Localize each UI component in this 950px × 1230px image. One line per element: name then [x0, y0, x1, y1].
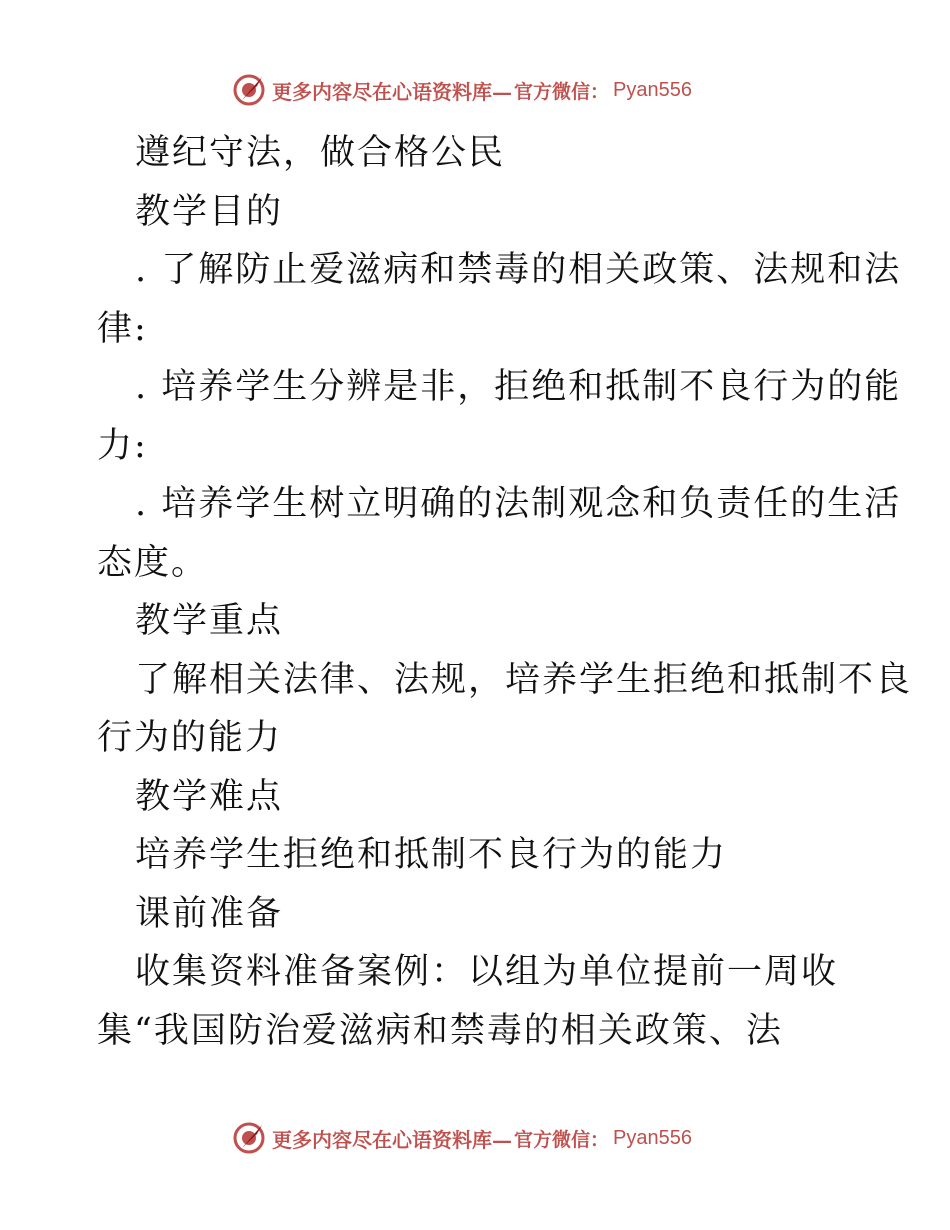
header-banner — [232, 70, 692, 110]
objective-item-1: . 了解防止爱滋病和禁毒的相关政策、法规和法 — [135, 250, 902, 290]
objective-item-2: . 培养学生分辨是非，拒绝和抵制不良行为的能 — [135, 367, 902, 407]
section-heading-preparation: 课前准备 — [135, 893, 284, 934]
objective-item-1-continued: 律: — [97, 308, 148, 349]
objective-item-3: . 培养学生树立明确的法制观念和负责任的生活 — [135, 484, 902, 524]
key-points-text: 了解相关法律、法规，培养学生拒绝和抵制不良 — [135, 659, 913, 700]
header-wechat-label: 官方微信： — [514, 80, 610, 103]
preparation-text: 收集资料准备案例：以组为单位提前一周收 — [135, 952, 839, 992]
objective-item-3-continued: 态度。 — [97, 542, 209, 583]
quill-logo-icon — [232, 1121, 266, 1155]
footer-banner — [232, 1118, 692, 1158]
preparation-text-continued: 集“我国防治爱滋病和禁毒的相关政策、法 — [97, 1010, 783, 1051]
difficulties-text: 培养学生拒绝和抵制不良行为的能力 — [135, 835, 728, 875]
document-body — [97, 124, 913, 1060]
objective-item-2-continued: 力: — [97, 425, 148, 466]
footer-promo-text: 更多内容尽在心语资料库— — [272, 1127, 512, 1152]
header-wechat-handle: Pyan556 — [613, 78, 692, 101]
section-heading-difficulties: 教学难点 — [135, 776, 284, 817]
footer-wechat-label: 官方微信： — [514, 1128, 610, 1151]
section-heading-objectives: 教学目的 — [135, 191, 284, 232]
footer-wechat-handle: Pyan556 — [613, 1126, 692, 1149]
document-title: 遵纪守法，做合格公民 — [135, 133, 506, 173]
quill-logo-icon — [232, 73, 266, 107]
key-points-text-continued: 行为的能力 — [97, 718, 283, 758]
header-promo-text: 更多内容尽在心语资料库— — [272, 79, 512, 104]
section-heading-key-points: 教学重点 — [135, 601, 284, 641]
